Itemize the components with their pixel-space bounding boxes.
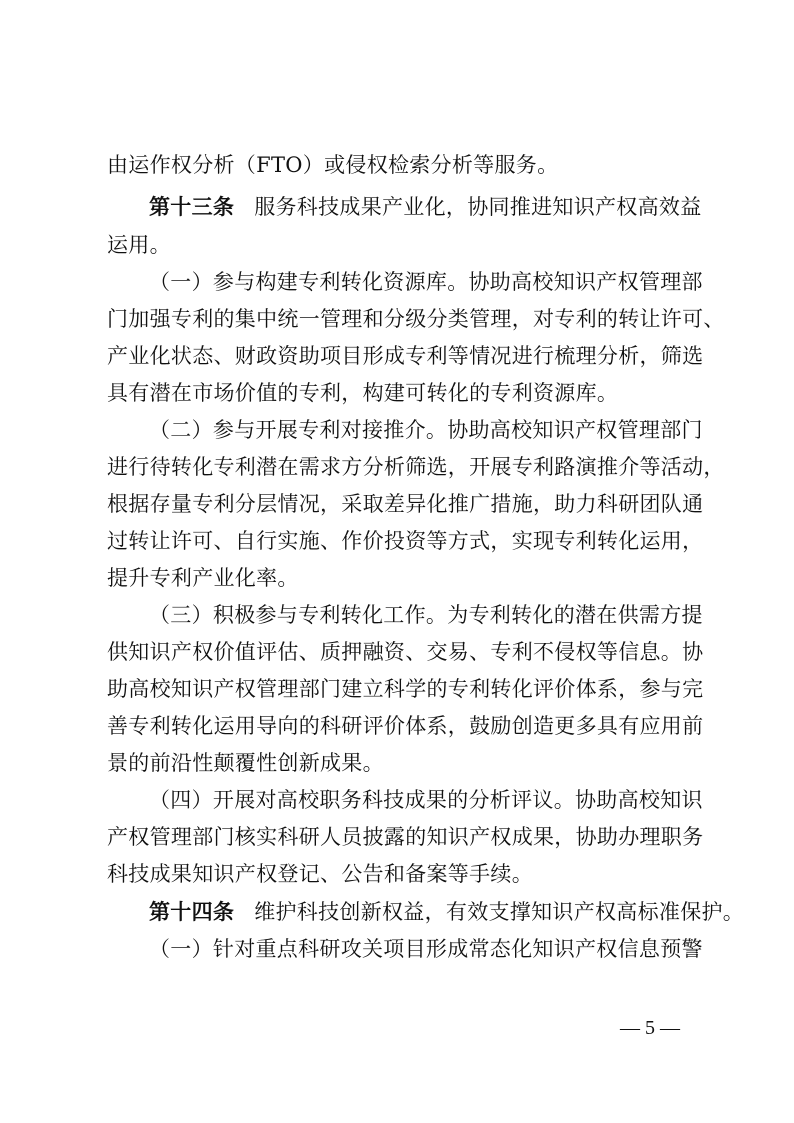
paragraph-line: 过转让许可、自行实施、作价投资等方式，实现专利转化运用，	[107, 529, 704, 553]
paragraph-line: （二）参与开展专利对接推介。协助高校知识产权管理部门	[149, 418, 703, 442]
paragraph-line: 科技成果知识产权登记、公告和备案等手续。	[107, 862, 533, 886]
article-14-heading: 第十四条	[149, 900, 235, 924]
paragraph-line: （四）开展对高校职务科技成果的分析评议。协助高校知识	[149, 788, 703, 812]
paragraph-line: 产业化状态、财政资助项目形成专利等情况进行梳理分析，筛选	[107, 344, 704, 368]
paragraph-line: （一）针对重点科研攻关项目形成常态化知识产权信息预警	[149, 937, 703, 961]
article-13-heading: 第十三条	[149, 195, 235, 219]
paragraph-line: 助高校知识产权管理部门建立科学的专利转化评价体系，参与完	[107, 677, 704, 701]
paragraph-line: 由运作权分析（FTO）或侵权检索分析等服务。	[107, 153, 559, 177]
paragraph-line: 进行待转化专利潜在需求方分析筛选，开展专利路演推介等活动，	[107, 455, 725, 479]
paragraph-line: （三）积极参与专利转化工作。为专利转化的潜在供需方提	[149, 603, 703, 627]
paragraph-line: 具有潜在市场价值的专利，构建可转化的专利资源库。	[107, 381, 619, 405]
paragraph-line: 根据存量专利分层情况，采取差异化推广措施，助力科研团队通	[107, 492, 704, 516]
paragraph-line: 产权管理部门核实科研人员披露的知识产权成果，协助办理职务	[107, 825, 704, 849]
paragraph-line: 运用。	[107, 233, 171, 257]
article-13-line	[149, 193, 702, 221]
article-13-title: 服务科技成果产业化，协同推进知识产权高效益	[254, 195, 702, 219]
paragraph-line: （一）参与构建专利转化资源库。协助高校知识产权管理部	[149, 270, 703, 294]
paragraph-line: 提升专利产业化率。	[107, 566, 299, 590]
article-14-title: 维护科技创新权益，有效支撑知识产权高标准保护。	[254, 900, 745, 924]
paragraph-line: 供知识产权价值评估、质押融资、交易、专利不侵权等信息。协	[107, 640, 704, 664]
paragraph-line: 景的前沿性颠覆性创新成果。	[107, 751, 384, 775]
paragraph-line: 善专利转化运用导向的科研评价体系，鼓励创造更多具有应用前	[107, 714, 704, 738]
article-14-line	[149, 898, 744, 926]
page-number: — 5 —	[620, 1017, 680, 1039]
paragraph-line: 门加强专利的集中统一管理和分级分类管理，对专利的转让许可、	[107, 307, 725, 331]
